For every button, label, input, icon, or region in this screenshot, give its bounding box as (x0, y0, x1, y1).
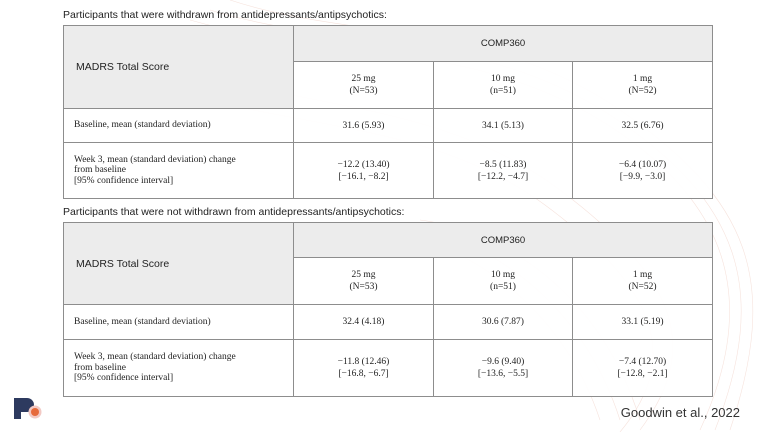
table-row (64, 305, 713, 340)
section-title-not-withdrawn: Participants that were not withdrawn from antidepressants/antipsychotics: (63, 206, 405, 218)
dose-header-25mg: 25 mg (N=53) (294, 62, 434, 109)
dose-header-1mg: 1 mg (N=52) (573, 62, 713, 109)
dose-header-25mg: 25 mg (N=53) (294, 258, 434, 305)
madrs-table-not-withdrawn (63, 222, 713, 397)
value-cell: 33.1 (5.19) (573, 305, 713, 340)
table-row (64, 143, 713, 199)
table-row (64, 109, 713, 143)
measure-header: MADRS Total Score (64, 223, 294, 305)
row-label-baseline: Baseline, mean (standard deviation) (64, 305, 294, 340)
group-header: COMP360 (294, 26, 713, 62)
value-cell: 30.6 (7.87) (434, 305, 573, 340)
table-row (64, 340, 713, 397)
value-cell: 31.6 (5.93) (294, 109, 434, 143)
value-cell: 32.4 (4.18) (294, 305, 434, 340)
value-cell: −12.2 (13.40) [−16.1, −8.2] (294, 143, 434, 199)
value-cell: 34.1 (5.13) (434, 109, 573, 143)
row-label-week3: Week 3, mean (standard deviation) change from baseline [95% confidence interval] (64, 143, 294, 199)
value-cell: −9.6 (9.40) [−13.6, −5.5] (434, 340, 573, 397)
dose-header-10mg: 10 mg (n=51) (434, 62, 573, 109)
dose-header-10mg: 10 mg (n=51) (434, 258, 573, 305)
value-cell: −6.4 (10.07) [−9.9, −3.0] (573, 143, 713, 199)
row-label-baseline: Baseline, mean (standard deviation) (64, 109, 294, 143)
value-cell: −7.4 (12.70) [−12.8, −2.1] (573, 340, 713, 397)
value-cell: 32.5 (6.76) (573, 109, 713, 143)
madrs-table-withdrawn (63, 25, 713, 199)
brand-logo-icon (13, 395, 43, 421)
group-header: COMP360 (294, 223, 713, 258)
dose-header-1mg: 1 mg (N=52) (573, 258, 713, 305)
citation: Goodwin et al., 2022 (620, 405, 740, 420)
measure-header: MADRS Total Score (64, 26, 294, 109)
value-cell: −11.8 (12.46) [−16.8, −6.7] (294, 340, 434, 397)
value-cell: −8.5 (11.83) [−12.2, −4.7] (434, 143, 573, 199)
row-label-week3: Week 3, mean (standard deviation) change from baseline [95% confidence interval] (64, 340, 294, 397)
section-title-withdrawn: Participants that were withdrawn from antidepressants/antipsychotics: (63, 9, 387, 21)
